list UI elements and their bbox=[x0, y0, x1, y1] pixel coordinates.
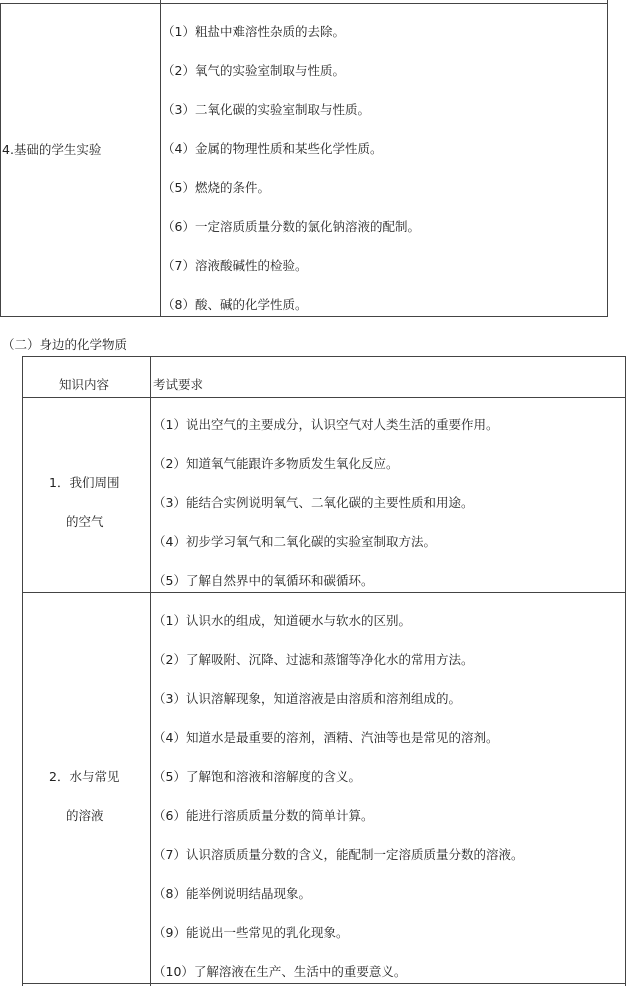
list-item: （2）氧气的实验室制取与性质。 bbox=[162, 63, 345, 78]
list-item: （8）酸、碱的化学性质。 bbox=[162, 297, 308, 312]
list-item: （3）认识溶解现象，知道溶液是由溶质和溶剂组成的。 bbox=[153, 691, 461, 706]
table1-col-divider bbox=[160, 0, 161, 317]
list-item: （1）认识水的组成，知道硬水与软水的区别。 bbox=[153, 613, 411, 628]
list-item: （8）能举例说明结晶现象。 bbox=[153, 886, 311, 901]
list-item: （6）能进行溶质质量分数的简单计算。 bbox=[153, 808, 374, 823]
header-exam-requirements: 考试要求 bbox=[153, 377, 204, 392]
list-item: （10）了解溶液在生产、生活中的重要意义。 bbox=[153, 964, 407, 979]
experiments-category-label: 4.基础的学生实验 bbox=[2, 142, 102, 157]
list-item: （2）了解吸附、沉降、过滤和蒸馏等净化水的常用方法。 bbox=[153, 652, 474, 667]
list-item: （2）知道氧气能跟许多物质发生氧化反应。 bbox=[153, 456, 399, 471]
table1-bottom-border bbox=[0, 316, 608, 317]
row-title-water-line2: 的溶液 bbox=[66, 808, 104, 823]
list-item: （4）金属的物理性质和某些化学性质。 bbox=[162, 141, 383, 156]
table1-right-border bbox=[607, 0, 608, 317]
list-item: （5）了解饱和溶液和溶解度的含义。 bbox=[153, 769, 361, 784]
row-title-air-line2: 的空气 bbox=[66, 514, 104, 529]
list-item: （1）说出空气的主要成分，认识空气对人类生活的重要作用。 bbox=[153, 417, 499, 432]
table2-left-border bbox=[22, 356, 23, 986]
list-item: （9）能说出一些常见的乳化现象。 bbox=[153, 925, 349, 940]
list-item: （1）粗盐中难溶性杂质的去除。 bbox=[162, 24, 345, 39]
row-title-water-line1: 2．水与常见 bbox=[49, 769, 120, 784]
table2-col-divider bbox=[150, 356, 151, 986]
list-item: （5）了解自然界中的氧循环和碳循环。 bbox=[153, 573, 374, 588]
table2-header-divider bbox=[22, 397, 626, 398]
header-knowledge-content: 知识内容 bbox=[59, 377, 110, 392]
table1-top-border bbox=[0, 3, 608, 4]
table1-left-border bbox=[0, 3, 1, 317]
table2-right-border bbox=[625, 356, 626, 986]
list-item: （4）知道水是最重要的溶剂，酒精、汽油等也是常见的溶剂。 bbox=[153, 730, 499, 745]
table2-top-border bbox=[22, 356, 626, 357]
list-item: （7）溶液酸碱性的检验。 bbox=[162, 258, 308, 273]
table2-bottom-border bbox=[22, 983, 626, 984]
list-item: （3）二氧化碳的实验室制取与性质。 bbox=[162, 102, 370, 117]
list-item: （3）能结合实例说明氧气、二氧化碳的主要性质和用途。 bbox=[153, 495, 474, 510]
list-item: （4）初步学习氧气和二氧化碳的实验室制取方法。 bbox=[153, 534, 436, 549]
list-item: （7）认识溶质质量分数的含义，能配制一定溶质质量分数的溶液。 bbox=[153, 847, 524, 862]
row-title-air-line1: 1．我们周围 bbox=[49, 475, 120, 490]
table2-row-divider bbox=[22, 592, 626, 593]
list-item: （5）燃烧的条件。 bbox=[162, 180, 270, 195]
list-item: （6）一定溶质质量分数的氯化钠溶液的配制。 bbox=[162, 219, 420, 234]
section-title: （二）身边的化学物质 bbox=[2, 337, 128, 352]
